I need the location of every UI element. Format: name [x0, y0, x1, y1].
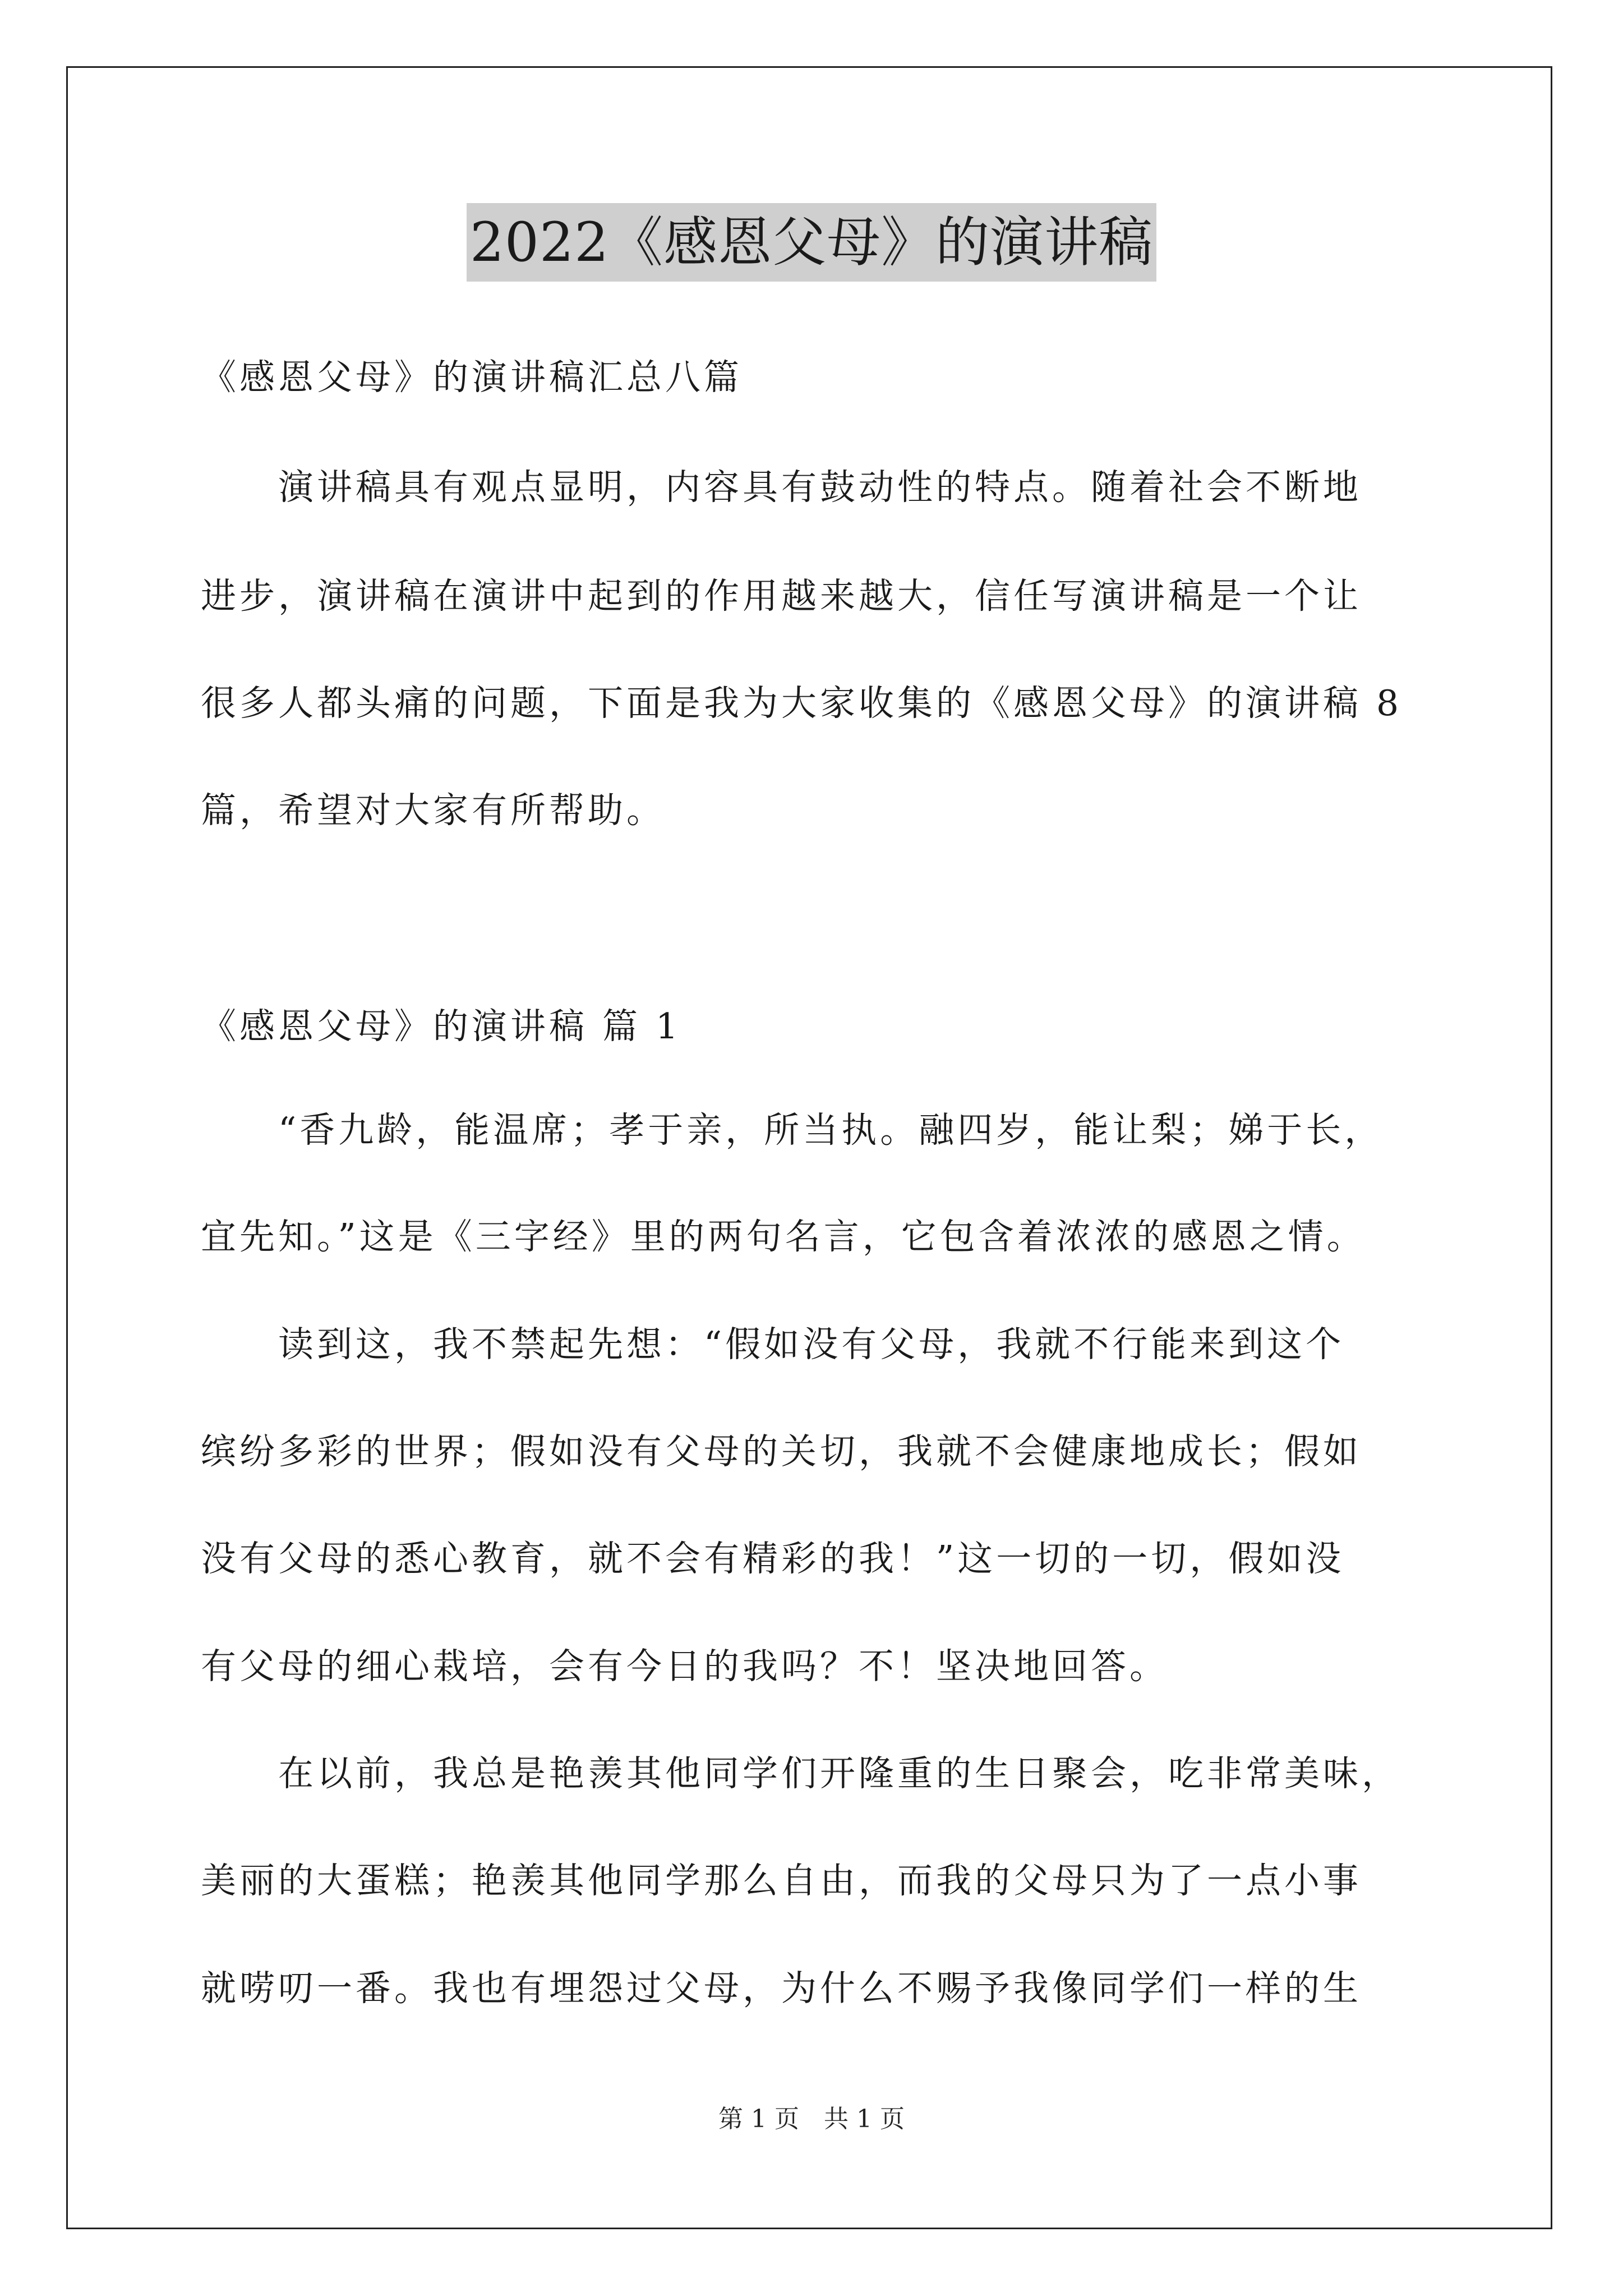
- title-container: [0, 203, 1623, 282]
- body-line-5: 没有父母的悉心教育，就不会有精彩的我！”这一切的一切，假如没: [201, 1538, 1345, 1579]
- intro-line-2: 进步，演讲稿在演讲中起到的作用越来越大，信任写演讲稿是一个让: [201, 576, 1362, 616]
- body-line-4: 缤纷多彩的世界；假如没有父母的关切，我就不会健康地成长；假如: [201, 1431, 1362, 1472]
- body-line-6: 有父母的细心栽培，会有今日的我吗？不！坚决地回答。: [201, 1646, 1168, 1687]
- intro-line-3: 很多人都头痛的问题，下面是我为大家收集的《感恩父母》的演讲稿 8: [201, 683, 1403, 724]
- body-line-1: “香九龄，能温席；孝于亲，所当执。融四岁，能让梨；娣于长，: [201, 1110, 1384, 1151]
- intro-line-4: 篇，希望对大家有所帮助。: [201, 790, 665, 831]
- body-line-7: 在以前，我总是艳羡其他同学们开隆重的生日聚会，吃非常美味，: [201, 1753, 1400, 1794]
- intro-line-1: 演讲稿具有观点显明，内容具有鼓动性的特点。随着社会不断地: [201, 467, 1362, 508]
- page-footer: 第 1 页 共 1 页: [718, 2105, 905, 2133]
- body-line-3: 读到这，我不禁起先想：“假如没有父母，我就不行能来到这个: [201, 1324, 1345, 1365]
- document-subtitle: 《感恩父母》的演讲稿汇总八篇: [201, 357, 743, 398]
- document-title: 2022《感恩父母》的演讲稿: [467, 203, 1156, 282]
- body-line-2: 宜先知。”这是《三字经》里的两句名言，它包含着浓浓的感恩之情。: [201, 1216, 1366, 1257]
- body-line-8: 美丽的大蛋糕；艳羡其他同学那么自由，而我的父母只为了一点小事: [201, 1860, 1362, 1901]
- section-heading: 《感恩父母》的演讲稿 篇 1: [201, 1006, 682, 1047]
- body-line-9: 就唠叨一番。我也有埋怨过父母，为什么不赐予我像同学们一样的生: [201, 1968, 1362, 2009]
